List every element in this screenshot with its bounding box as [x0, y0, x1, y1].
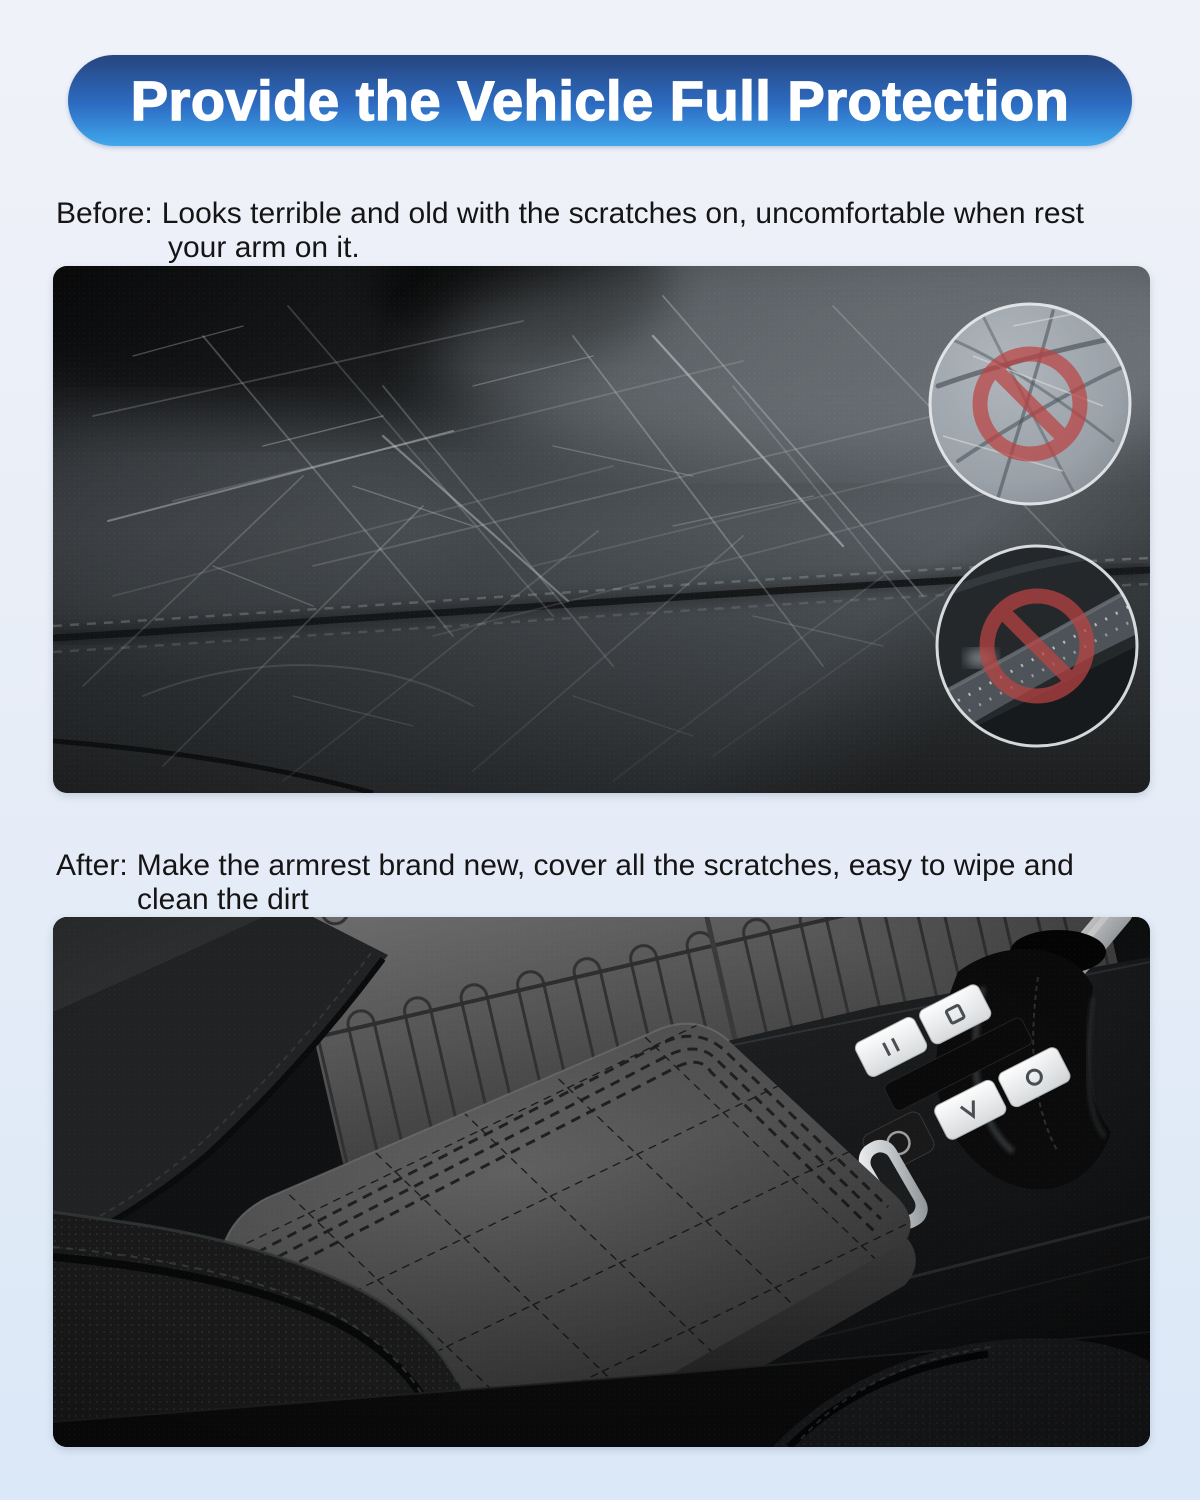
after-caption [56, 849, 1074, 917]
after-photo [53, 917, 1150, 1447]
stitching-zoom-callout [937, 546, 1137, 746]
header-banner [68, 55, 1132, 146]
after-caption-line2: clean the dirt [137, 883, 309, 916]
before-label: Before: [56, 197, 153, 230]
scratched-armrest-illustration [53, 266, 1150, 793]
banner-title: Provide the Vehicle Full Protection [130, 69, 1070, 132]
before-photo [53, 266, 1150, 793]
armrest-cover-scene [53, 917, 1150, 1447]
after-caption-line1: Make the armrest brand new, cover all the scratches, easy to wipe and [136, 849, 1074, 882]
scratch-zoom-callout [930, 304, 1130, 504]
before-caption-line1: Looks terrible and old with the scratches on, uncomfortable when rest [161, 197, 1084, 230]
before-caption [56, 197, 1084, 265]
after-label: After: [56, 849, 128, 882]
before-caption-line2: your arm on it. [168, 231, 360, 264]
